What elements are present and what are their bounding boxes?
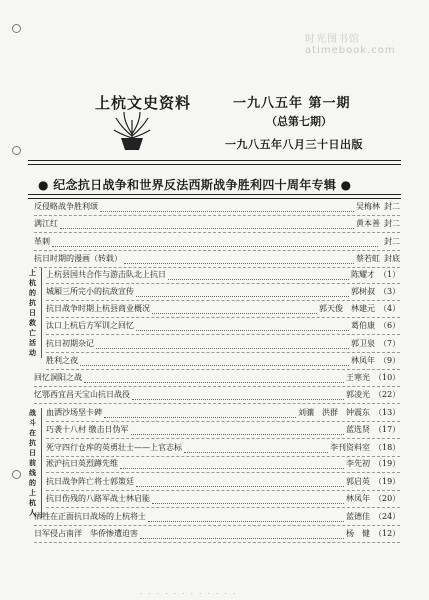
- toc-page: （3）: [379, 287, 401, 296]
- punch-hole: [12, 146, 21, 155]
- toc-title: 抗日初期杂记: [46, 339, 94, 348]
- row-divider: [46, 507, 400, 508]
- row-divider: [34, 232, 400, 233]
- toc-entry[interactable]: [34, 370, 400, 387]
- toc-entry[interactable]: [46, 405, 400, 422]
- toc-entry[interactable]: [34, 526, 400, 543]
- punch-hole: [12, 24, 21, 33]
- toc-page: （12）: [374, 529, 401, 538]
- row-divider: [46, 472, 400, 473]
- toc-entry[interactable]: [46, 284, 400, 301]
- dot-leader: [60, 228, 354, 229]
- row-divider: [34, 542, 400, 543]
- toc-entry[interactable]: [34, 509, 400, 526]
- toc-title: 忆鄂西宜昌天宝山抗日战役: [34, 390, 130, 399]
- sidebar-char: 斗: [29, 419, 36, 427]
- toc-page: （19）: [374, 459, 401, 468]
- toc-entry[interactable]: [46, 301, 400, 318]
- toc-page: （22）: [374, 390, 401, 399]
- toc-author: 蓝德佳: [346, 512, 370, 521]
- row-divider: [34, 403, 400, 404]
- toc-entry[interactable]: [34, 216, 400, 233]
- toc-author: 蔡若虹: [356, 254, 380, 263]
- toc-author: 郭天俊 林建元: [319, 304, 375, 313]
- toc-author: 刘骧 洪群 钟震东: [298, 408, 370, 417]
- sidebar-char: 上: [29, 269, 36, 277]
- toc-author: 林凤年: [351, 356, 375, 365]
- row-divider: [46, 438, 400, 439]
- toc-page: （6）: [379, 321, 401, 330]
- sidebar-char: 在: [29, 429, 36, 437]
- toc-entry[interactable]: [46, 474, 400, 491]
- dot-leader: [152, 313, 317, 314]
- dot-leader: [184, 452, 328, 453]
- sidebar-char: 抗: [29, 299, 36, 307]
- dot-leader: [96, 348, 349, 349]
- toc-author: 李刊资料室: [330, 443, 370, 452]
- toc-title: 抗日战争阵亡将士郭策廷: [46, 477, 134, 486]
- sidebar-char: 杭: [29, 279, 36, 287]
- sidebar-char: 人: [29, 509, 36, 517]
- sidebar-label-frontline: [28, 408, 42, 518]
- dot-leader: [131, 434, 344, 435]
- toc-author: 李先初: [346, 459, 370, 468]
- dot-leader: [124, 263, 354, 264]
- dot-leader: [120, 468, 344, 469]
- toc-author: 杨 健: [346, 529, 370, 538]
- watermark: 时光图书馆 atimebook.com: [305, 34, 396, 56]
- dot-leader: [80, 365, 349, 366]
- toc-author: 郭卫泉: [351, 339, 375, 348]
- toc-title: 淞沪抗日英烈蹲先维: [46, 459, 118, 468]
- toc-title: 革刺: [34, 237, 50, 246]
- page-footer-text: · · · · · · · · · · · ·: [140, 590, 238, 598]
- sidebar-char: 线: [29, 469, 36, 477]
- toc-entry[interactable]: [46, 318, 400, 335]
- issue-number: 一九八五年 第一期: [233, 96, 351, 111]
- toc-entry[interactable]: [34, 387, 400, 404]
- sidebar-char: 活: [29, 339, 36, 347]
- sidebar-char: 日: [29, 449, 36, 457]
- sidebar-char: 战: [29, 409, 36, 417]
- dot-leader: [152, 503, 344, 504]
- dot-leader: [148, 521, 344, 522]
- sidebar-label-activities: [28, 268, 42, 358]
- toc-page: （17）: [374, 425, 401, 434]
- toc-page: 封二: [384, 237, 400, 246]
- dot-leader: [132, 399, 344, 400]
- toc-author: 郭启英: [346, 477, 370, 486]
- toc-entry[interactable]: [46, 491, 400, 508]
- toc-author: 郭树叔: [351, 287, 375, 296]
- toc-page: （1）: [379, 270, 401, 279]
- toc-title: 日军侵占南洋 华侨惨遭迫害: [34, 529, 138, 538]
- toc-entry[interactable]: [34, 234, 400, 251]
- toc-entry[interactable]: [34, 199, 400, 216]
- special-issue-headline: ● 纪念抗日战争和世界反法西斯战争胜利四十周年专辑 ●: [38, 178, 352, 192]
- toc-page: （4）: [379, 304, 401, 313]
- toc-entry[interactable]: [46, 336, 400, 353]
- toc-page: （19）: [374, 477, 401, 486]
- top-rule: [28, 160, 401, 165]
- toc-author: 蓝选贤: [346, 425, 370, 434]
- toc-author: 郭凌光: [346, 390, 370, 399]
- toc-entry[interactable]: [46, 267, 400, 284]
- toc-title: 巧袭十八村 缴击日伪军: [46, 425, 129, 434]
- toc-page: 封二: [384, 202, 400, 211]
- toc-entry[interactable]: [34, 251, 400, 268]
- punch-hole: [12, 470, 21, 479]
- toc-page: （18）: [374, 443, 401, 452]
- dot-leader: [136, 296, 349, 297]
- sidebar-char: 救: [29, 319, 36, 327]
- toc-author: 陈耀才: [351, 270, 375, 279]
- toc-page: （7）: [379, 339, 401, 348]
- publication-date: 一九八五年八月三十日出版: [225, 138, 363, 151]
- dot-leader: [100, 211, 354, 212]
- sidebar-char: 日: [29, 309, 36, 317]
- toc-title: 城厢三所完小的抗敌宣传: [46, 287, 134, 296]
- sidebar-char: 亡: [29, 329, 36, 337]
- journal-title: 上杭文史资料: [95, 94, 192, 112]
- dot-leader: [84, 382, 344, 383]
- toc-title: 抗日战争时期上杭县商业概况: [46, 304, 150, 313]
- sidebar-char: 动: [29, 349, 36, 357]
- toc-title: 死守四行仓库的英勇壮士——上官志标: [46, 443, 182, 452]
- sidebar-char: 前: [29, 459, 36, 467]
- toc-author: 林凤年: [346, 494, 370, 503]
- toc-entry[interactable]: [46, 440, 400, 457]
- toc-title: 上杭县国共合作与游击队北上抗日: [46, 270, 166, 279]
- toc-author: 葛伯康: [351, 321, 375, 330]
- toc-entry[interactable]: [46, 353, 400, 370]
- toc-title: 抗日伤残的八路军战士林启能: [46, 494, 150, 503]
- dot-leader: [104, 417, 296, 418]
- toc-title: 汰口上杭后方军训之回忆: [46, 321, 134, 330]
- toc-page: 封底: [384, 254, 400, 263]
- toc-page: 封二: [384, 219, 400, 228]
- toc-page: （20）: [374, 494, 401, 503]
- toc-author: 吴梅林: [356, 202, 380, 211]
- dot-leader: [136, 330, 349, 331]
- sidebar-char: 杭: [29, 499, 36, 507]
- toc-page: （24）: [374, 512, 401, 521]
- toc-title: 反侵略战争胜利颂: [34, 202, 98, 211]
- toc-page: （13）: [374, 408, 401, 417]
- toc-title: 牺牲在正面抗日战场的上杭将士: [34, 512, 146, 521]
- toc-author: 黄本善: [356, 219, 380, 228]
- toc-title: 抗日时期的漫画（转载）: [34, 254, 122, 263]
- toc-title: 血洒沙场坚卡碑: [46, 408, 102, 417]
- toc-page: （10）: [374, 373, 401, 382]
- toc-title: 满江红: [34, 219, 58, 228]
- dot-leader: [52, 246, 378, 247]
- toc-entry[interactable]: [46, 422, 400, 439]
- toc-author: 王寒光: [346, 373, 370, 382]
- sidebar-char: 抗: [29, 439, 36, 447]
- sidebar-char: 的: [29, 479, 36, 487]
- row-divider: [46, 334, 400, 335]
- sidebar-char: 上: [29, 489, 36, 497]
- dot-leader: [168, 279, 349, 280]
- potted-plant-emblem: [112, 108, 152, 152]
- sidebar-char: 的: [29, 289, 36, 297]
- toc-title: 回忆洞阳之战: [34, 373, 82, 382]
- toc-page: （9）: [379, 356, 401, 365]
- toc-entry[interactable]: [46, 456, 400, 473]
- total-issue: （总第七期）: [266, 115, 332, 128]
- toc-title: 胜利之夜: [46, 356, 78, 365]
- dot-leader: [136, 486, 344, 487]
- dot-leader: [140, 538, 344, 539]
